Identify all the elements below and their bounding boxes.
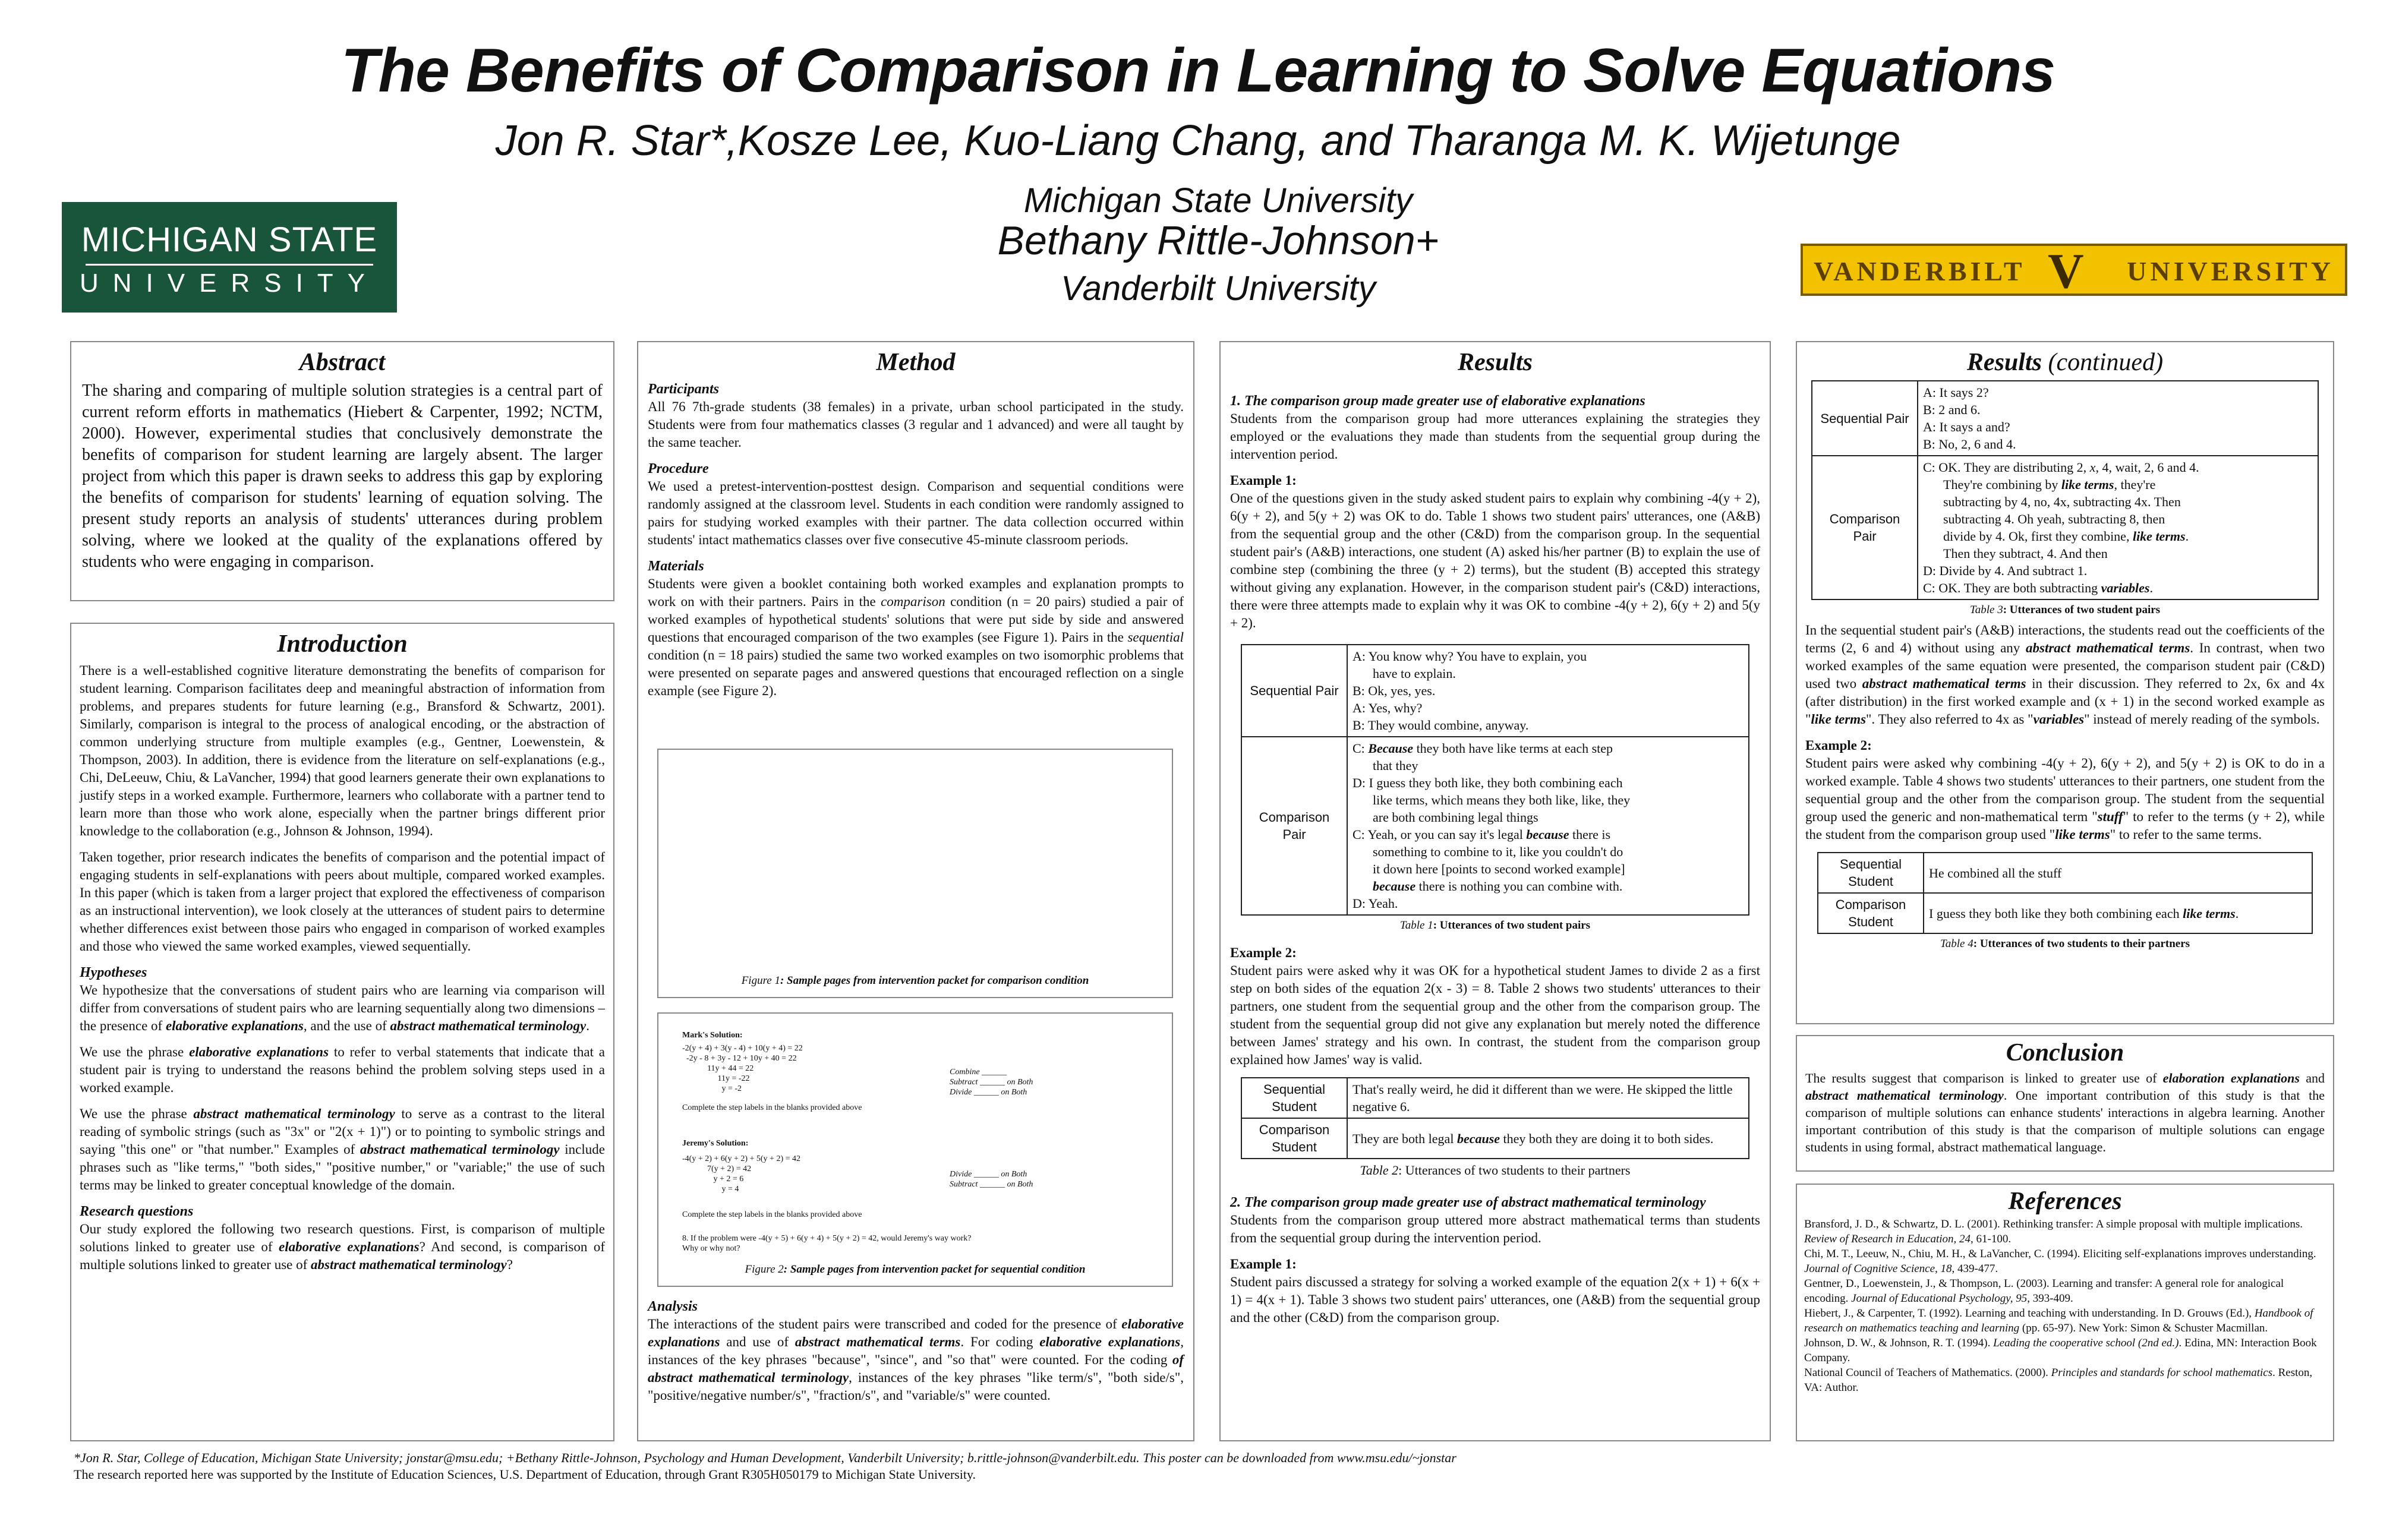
intro-paragraph-2: Taken together, prior research indicates the benefits of comparison and the potential impact of engaging students in self-explanations with peers about multiple, compared worked examples. In this paper (which is taken from a larger project that explored the effectiveness of comparison as an instructional intervention), we look closely at the utterances of student pairs to determine whether differences exist between those pairs who engaged in comparison of worked examples and those who viewed the same worked examples, viewed sequentially. xyxy=(80,850,605,954)
table-4-seq-utterance: He combined all the stuff xyxy=(1924,853,2312,893)
msu-logo-divider xyxy=(86,264,373,266)
finding-2-heading: 2. The comparison group made greater use of abstract mathematical terminology xyxy=(1230,1195,1706,1210)
table-4 xyxy=(1817,852,2313,951)
footer-contact: *Jon R. Star, College of Education, Michigan State University; jonstar@msu.edu; +Bethany Rittle-Johnson, Psychology and Human Development, Vanderbilt University; b.rittle-johnson@vanderbilt.edu. This poster can be downloaded from www.msu.edu/~jonstar xyxy=(74,1450,1456,1465)
poster-title: The Benefits of Comparison in Learning to Solve Equations xyxy=(341,36,2055,105)
reference-5: Johnson, D. W., & Johnson, R. T. (1994). Leading the cooperative school (2nd ed.). Edina, MN: Interaction Book Company. xyxy=(1804,1337,2317,1364)
table-2-cmp-utterance: They are both legal because they both they are doing it to both sides. xyxy=(1347,1118,1749,1159)
table-2-caption: Table 2: Utterances of two students to their partners xyxy=(1360,1163,1631,1178)
figure-2-jeremy-equations: -4(y + 2) + 6(y + 2) + 5(y + 2) = 42 7(y + 2) = 42 y + 2 = 6 y = 4 xyxy=(682,1154,801,1194)
table-1-caption: Table 1: Utterances of two student pairs xyxy=(1399,919,1591,932)
msu-logo xyxy=(62,202,397,313)
table-1-cmp-label: Comparison Pair xyxy=(1241,737,1347,915)
conclusion-panel xyxy=(1796,1035,2334,1172)
table-row xyxy=(1818,853,2312,893)
table-3-caption: Table 3: Utterances of two student pairs xyxy=(1969,604,2161,616)
research-questions-heading: Research questions xyxy=(80,1204,194,1219)
table-row xyxy=(1241,1118,1749,1159)
materials-text: Students were given a booklet containing both worked examples and explanation prompts to work on with their partners. Pairs in the comparison condition (n = 20 pairs) studied a pair of worked examples of hypothetical students' solutions that were put side by side and answered questions that encouraged comparison of the two examples (see Figure 1). Pairs in the sequential condition (n = 18 pairs) studied the same two worked examples on two isomorphic problems that were presented on separate pages and answered questions that encouraged reflection on a single example (see Figure 2). xyxy=(648,576,1184,698)
table-4-cmp-utterance: I guess they both like they both combining each like terms. xyxy=(1924,893,2312,933)
figure-2-mark-heading: Mark's Solution: xyxy=(682,1031,743,1040)
table-3-cmp-label: Comparison Pair xyxy=(1812,456,1918,599)
procedure-heading: Procedure xyxy=(648,461,709,476)
conclusion-title: Conclusion xyxy=(2006,1039,2124,1066)
table-2-seq-label: Sequential Student xyxy=(1241,1078,1347,1118)
table-1 xyxy=(1241,644,1749,932)
table-row xyxy=(1241,645,1749,737)
example-3-text: Student pairs discussed a strategy for solving a worked example of the equation 2(x + 1) + 6(x + 1) = 4(x + 1). Table 3 shows two student pairs' utterances, one (A&B) from the sequential group and the other (C&D) from the comparison group. xyxy=(1230,1274,1760,1325)
analysis-text: The interactions of the student pairs were transcribed and coded for the presence of elaborative explanations and use of abstract mathematical terms. For coding elaborative explanations, instances of the key phrases "because", "since", and "so that" were counted. For the coding of abstract mathematical terminology, instances of the key phrases "like term/s", "both side/s", "positive/negative number/s", "fraction/s", and "variable/s" were counted. xyxy=(648,1317,1184,1403)
conclusion-text: The results suggest that comparison is linked to greater use of elaboration explanations and abstract mathematical terminology. One important contribution of this study is that the comparison of multiple solutions can enhance students' interactions in algebra learning. Another important contribution of this study is that the comparison of multiple solutions can engage students in using formal, abstract mathematical language. xyxy=(1805,1071,2325,1154)
affiliation-vanderbilt: Vanderbilt University xyxy=(1061,269,1376,308)
intro-paragraph-1: There is a well-established cognitive literature demonstrating the benefits of comparison for student learning. Comparison facilitates deep and meaningful abstraction of information from problems, and prepares students for future learning (e.g., Bransford & Schwartz, 2001). Similarly, comparison is integral to the process of analogical encoding, or the abstraction of common underlying structure from multiple examples (e.g., Gentner, Loewenstein, & Thompson, 2003). In addition, there is evidence from the literature on self-explanations (e.g., Chi, DeLeeuw, Chiu, & LaVancher, 1994) that good learners generate their own explanations to justify steps in a worked example. Furthermore, learners who collaborate with a partner tend to learn more than those who work alone, especially when the partner brings different prior knowledge to the collaboration (e.g., Johnson & Johnson, 1994). xyxy=(80,663,605,838)
references-panel xyxy=(1796,1184,2334,1441)
table-2-seq-utterance: That's really weird, he did it different than we were. He skipped the little negative 6. xyxy=(1347,1078,1749,1118)
table-3-seq-utterances: A: It says 2? B: 2 and 6. A: It says a and? B: No, 2, 6 and 4. xyxy=(1918,381,2318,456)
table-row xyxy=(1818,893,2312,933)
figure-2-question: 8. If the problem were -4(y + 5) + 6(y + 4) + 5(y + 2) = 42, would Jeremy's way work? Why or why not? xyxy=(682,1234,972,1253)
example-2-heading: Example 2: xyxy=(1230,945,1297,960)
table-1-seq-label: Sequential Pair xyxy=(1241,645,1347,737)
terminology-definition: We use the phrase abstract mathematical terminology to serve as a contrast to the literal reading of symbolic strings (such as "3x" or "2(x + 1)") or to pointing to symbolic strings and saying "this one" or "that number." Examples of abstract mathematical terminology include phrases such as "like terms," "both sides," "positive number," or "variable;" the use of such terms may be linked to greater conceptual knowledge of the domain. xyxy=(80,1106,605,1192)
table-3-cmp-utterances: C: OK. They are distributing 2, x, 4, wait, 2, 6 and 4. They're combining by like terms, they're subtracting by 4, no, 4x, subtracting 4x. Then subtracting 4. Oh yeah, subtracting 8, then divide by 4. Ok, first they combine, like terms. Then they subtract, 4. And then D: Divide by 4. And subtract 1. C: OK. They are both subtracting variables. xyxy=(1918,456,2318,599)
table-4-seq-label: Sequential Student xyxy=(1818,853,1924,893)
example-1-text: One of the questions given in the study asked student pairs to explain why combining -4(y + 2), 6(y + 2), and 5(y + 2) was OK to do. Table 1 shows two student pairs' utterances, one (A&B) from the sequential group and the other (C&D) from the comparison group. In the sequential student pair's (A&B) interactions, one student (A) asked his/her partner (B) to explain the use of combine step (combining the three (y + 2) terms), but the student (B) accepted this strategy without giving any explanation. However, in the comparison student pair's (C&D) interactions, there were three attempts made to explain why it was OK to combine -4(y + 2), 6(y + 2) and 5(y + 2). xyxy=(1230,491,1760,630)
author-list: Jon R. Star*,Kosze Lee, Kuo-Liang Chang, and Tharanga M. K. Wijetunge xyxy=(495,117,1901,165)
participants-text: All 76 7th-grade students (38 females) in a private, urban school participated in the study. Students were from four mathematics classes (3 regular and 1 advanced) and were all taught by the same teacher. xyxy=(648,399,1184,450)
reference-4: Hiebert, J., & Carpenter, T. (1992). Learning and teaching with understanding. In D. Grouws (Ed.), Handbook of research on mathematics teaching and learning (pp. 65-97). New York: Simon & Schuster Macmillan. xyxy=(1804,1307,2313,1334)
analysis-heading: Analysis xyxy=(648,1299,698,1314)
affiliation-msu: Michigan State University xyxy=(1023,181,1413,220)
example-2b-heading: Example 2: xyxy=(1805,738,1872,753)
procedure-text: We used a pretest-intervention-posttest design. Comparison and sequential conditions were randomly assigned at the classroom level. Students in each condition were randomly assigned to pairs for studying worked examples with their partner. The data collection occurred within students' intact mathematics classes over five consecutive 45-minute classroom periods. xyxy=(648,479,1184,547)
example-1-heading: Example 1: xyxy=(1230,473,1297,488)
example-2-text: Student pairs were asked why it was OK for a hypothetical student James to divide 2 as a first step on both sides of the equation 2(x - 3) = 8. Table 2 shows two students' utterances to their partners, one student from the sequential group and the other from the comparison group. The student from the sequential group did not give any explanation but merely noted the difference between James' strategy and his own. In contrast, the student from the comparison group explained how James' way is valid. xyxy=(1230,963,1760,1067)
introduction-panel xyxy=(70,623,614,1441)
vanderbilt-oak-icon: V xyxy=(2048,244,2084,299)
reference-2: Chi, M. T., Leeuw, N., Chiu, M. H., & LaVancher, C. (1994). Eliciting self-explanations improves understanding. Journal of Cognitive Science, 18, 439-477. xyxy=(1804,1248,2316,1275)
msu-logo-line1: MICHIGAN STATE xyxy=(81,220,378,259)
results-panel xyxy=(1219,341,1771,1441)
second-author: Bethany Rittle-Johnson+ xyxy=(997,218,1439,263)
abstract-text: The sharing and comparing of multiple solution strategies is a central part of current reform efforts in mathematics (Hiebert & Carpenter, 1992; NCTM, 2000). However, experimental studies that conclusively demonstrate the benefits of comparison for student learning are largely absent. The larger project from which this paper is drawn seeks to address this gap by exploring the benefits of comparison for students' learning of equation solving. The present study reports an analysis of students' utterances during problem solving, where we looked at the quality of the explanations offered by students who were engaging in comparison. xyxy=(82,381,603,571)
table-4-cmp-label: Comparison Student xyxy=(1818,893,1924,933)
participants-heading: Participants xyxy=(648,381,720,397)
table-1-seq-utterances: A: You know why? You have to explain, you have to explain. B: Ok, yes, yes. A: Yes, why? B: They would combine, anyway. xyxy=(1347,645,1749,737)
table-3-seq-label: Sequential Pair xyxy=(1812,381,1918,456)
footer xyxy=(74,1450,2320,1483)
table-2 xyxy=(1241,1077,1749,1178)
abstract-title: Abstract xyxy=(299,349,386,376)
elaborative-definition: We use the phrase elaborative explanations to refer to verbal statements that indicate that a student pair is trying to understand the reasons behind the problem solving steps used in a worked example. xyxy=(80,1044,605,1095)
reference-6: National Council of Teachers of Mathematics. (2000). Principles and standards for school mathematics. Reston, VA: Author. xyxy=(1804,1367,2313,1394)
figure-2-mark-labels: Combine ______ Subtract ______ on Both Divide ______ on Both xyxy=(950,1068,1033,1097)
msu-logo-line2: UNIVERSITY xyxy=(79,269,380,298)
figure-2-mark-equations: -2(y + 4) + 3(y - 4) + 10(y + 4) = 22 -2y - 8 + 3y - 12 + 10y + 40 = 22 11y + 44 = 22 11y = -22 y = -2 xyxy=(682,1044,803,1093)
figure-2-jeremy-instruction: Complete the step labels in the blanks provided above xyxy=(682,1210,862,1219)
reference-1: Bransford, J. D., & Schwartz, D. L. (2001). Rethinking transfer: A simple proposal with multiple implications. Review of Research in Education, 24, 61-100. xyxy=(1804,1218,2303,1245)
figure-2 xyxy=(657,1012,1173,1287)
references-title: References xyxy=(2008,1188,2122,1215)
figure-1-caption: Figure 1: Sample pages from intervention packet for comparison condition xyxy=(741,974,1089,987)
figure-2-jeremy-heading: Jeremy's Solution: xyxy=(682,1139,749,1148)
table-1-cmp-utterances: C: Because they both have like terms at each step that they D: I guess they both like, they both combining each like terms, which means they both like, like, they are both combining legal things C: Yeah, or you can say it's legal because there is something to combine to it, like you couldn't do it down here [points to second worked example] because there is nothing you can combine with. D: Yeah. xyxy=(1347,737,1749,915)
vanderbilt-logo xyxy=(1801,244,2347,299)
table-2-cmp-label: Comparison Student xyxy=(1241,1118,1347,1159)
example-2b-text: Student pairs were asked why combining -4(y + 2), 6(y + 2), and 5(y + 2) is OK to do in a worked example. Table 4 shows two students' utterances to their partners, one student from the sequential group and the other from the comparison group. The student from the sequential group used the generic and non-mathematical term "stuff" to refer to the terms (y + 2), while the student from the comparison group used "like terms" to refer to the same terms. xyxy=(1805,756,2325,842)
finding-1-heading: 1. The comparison group made greater use of elaborative explanations xyxy=(1230,393,1645,409)
table-row xyxy=(1241,1078,1749,1118)
website-link[interactable]: www.msu.edu/~jonstar xyxy=(1336,1450,1456,1465)
introduction-title: Introduction xyxy=(277,630,408,658)
example-3-heading: Example 1: xyxy=(1230,1257,1297,1271)
vanderbilt-logo-left: VANDERBILT xyxy=(1814,256,2026,286)
figure-2-mark-instruction: Complete the step labels in the blanks provided above xyxy=(682,1103,862,1112)
table-row xyxy=(1812,381,2318,456)
table-4-caption: Table 4: Utterances of two students to their partners xyxy=(1940,938,2190,950)
method-panel xyxy=(637,341,1194,1441)
figure-2-jeremy-labels: Divide ______ on Both Subtract ______ on Both xyxy=(950,1170,1033,1189)
table-row xyxy=(1812,456,2318,599)
finding-1-text: Students from the comparison group had more utterances explaining the strategies they employed or the evaluations they made than students from the sequential group during the intervention period. xyxy=(1230,411,1760,462)
results-continued-paragraph: In the sequential student pair's (A&B) interactions, the students read out the coefficients of the terms (2, 6 and 4) without using any abstract mathematical terms. In contrast, when two worked examples of the same equation were presented, the comparison student pair (C&D) used two abstract mathematical terms in their discussion. They referred to 2x, 6x and 4x (after distribution) in the first worked example and (x + 1) in the second worked example as "like terms". They also referred to 4x as "variables" instead of merely reading of the symbols. xyxy=(1805,623,2325,727)
reference-3: Gentner, D., Loewenstein, J., & Thompson, L. (2003). Learning and transfer: A general role for analogical encoding. Journal of Educational Psychology, 95, 393-409. xyxy=(1804,1277,2284,1305)
results-title: Results xyxy=(1457,349,1533,376)
research-questions-paragraph: Our study explored the following two research questions. First, is comparison of multiple solutions linked to greater use of elaborative explanations? And second, is comparison of multiple solutions linked to greater use of abstract mathematical terminology? xyxy=(80,1222,605,1272)
hypotheses-heading: Hypotheses xyxy=(80,965,147,980)
materials-heading: Materials xyxy=(648,558,704,574)
table-3 xyxy=(1811,380,2319,617)
hypotheses-paragraph: We hypothesize that the conversations of student pairs who are learning via comparison will differ from conversations of student pairs who are learning sequentially along two dimensions – the presence of elaborative explanations, and the use of abstract mathematical terminology. xyxy=(80,983,605,1033)
abstract-panel xyxy=(70,341,614,601)
method-title: Method xyxy=(876,349,956,376)
finding-2-text: Students from the comparison group uttered more abstract mathematical terms than students from the sequential group during the intervention period. xyxy=(1230,1213,1760,1245)
footer-funding: The research reported here was supported by the Institute of Education Sciences, U.S. Department of Education, through Grant R305H050179 to Michigan State University. xyxy=(74,1467,976,1482)
vanderbilt-logo-right: UNIVERSITY xyxy=(2127,256,2334,286)
results-continued-panel xyxy=(1796,341,2334,1024)
table-row xyxy=(1241,737,1749,915)
figure-2-caption: Figure 2: Sample pages from intervention packet for sequential condition xyxy=(745,1263,1086,1276)
results-continued-title: Results (continued) xyxy=(1966,349,2164,376)
figure-1 xyxy=(657,749,1173,998)
